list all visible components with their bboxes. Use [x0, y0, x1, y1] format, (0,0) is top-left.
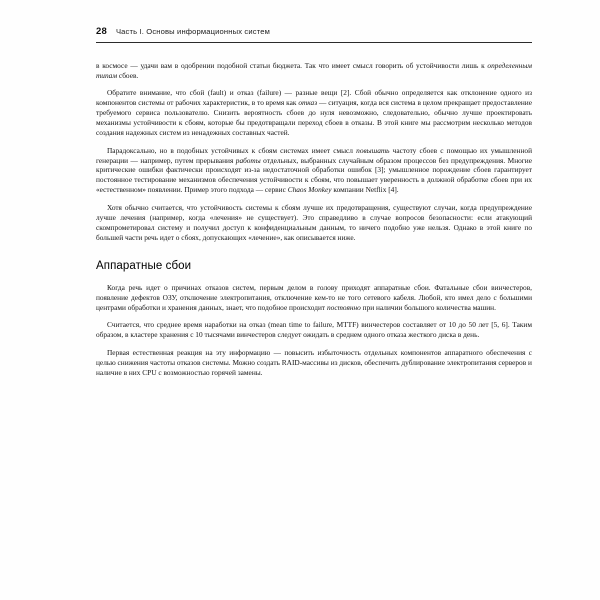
paragraph-1: в космосе — удачи вам в одобрении подобной статьи бюджета. Так что имеет смысл говорить об устойчивости лишь к определенным типам сбоев.	[96, 61, 532, 80]
section-heading: Аппаратные сбои	[96, 259, 192, 272]
page-number: 28	[96, 26, 107, 37]
paragraph-5: Когда речь идет о причинах отказов систем, первым делом в голову приходят аппаратные сбои. Фатальные сбои винчестеров, появление дефектов ОЗУ, отключение электропитания, отключение кем-то не того сетевого кабеля. Любой, кто имел дело с большими центрами обработки и хранения данных, знает, что подобное происходит постоянно при наличии большого количества машин.	[96, 283, 532, 312]
paragraph-2: Обратите внимание, что сбой (fault) и отказ (failure) — разные вещи [2]. Сбой обычно определяется как отклонение одного из компонентов системы от рабочих характеристик, в то время как отказ — ситуация, когда вся система в целом прекращает предоставление требуемого сервиса пользователю. Снизить вероятность сбоев до нуля невозможно, следовательно, обычно лучше проектировать механизмы устойчивости к сбоям, которые бы предотвращали переход сбоев в отказы. В этой книге мы рассмотрим несколько методов создания надежных систем из ненадежных составных частей.	[96, 88, 532, 138]
page-body	[96, 61, 532, 378]
paragraph-7: Первая естественная реакция на эту информацию — повысить избыточность отдельных компонентов аппаратного обеспечения с целью снижения частоты отказов системы. Можно создать RAID-массивы из дисков, обеспечить дублирование электропитания серверов и наличие в них CPU с возможностью горячей замены.	[96, 347, 532, 377]
running-title: Часть I. Основы информационных систем	[115, 27, 271, 36]
paragraph-6: Считается, что среднее время наработки на отказ (mean time to failure, MTTF) винчестеров составляет от 10 до 50 лет [5, 6]. Таким образом, в кластере хранения с 10 тысячами винчестеров следует ожидать в среднем одного отказа жесткого диска в день.	[96, 320, 532, 340]
page-header	[96, 26, 532, 43]
paragraph-3: Парадоксально, но в подобных устойчивых к сбоям системах имеет смысл повышать частоту сбоев с помощью их умышленной генерации — например, путем прерывания работы отдельных, выбранных случайным образом процессов без предупреждения. Многие критические ошибки фактически происходят из-за недостаточной обработки ошибок [3]; умышленное порождение сбоев гарантирует постоянное тестирование механизмов обеспечения устойчивости к сбоям, что повышает уверенность в должной обработке сбоев при их «естественном» появлении. Пример этого подхода — сервис Chaos Monkey компании Netflix [4].	[96, 145, 533, 195]
paragraph-4: Хотя обычно считается, что устойчивость системы к сбоям лучше их предотвращения, существуют случаи, когда предупреждение лучше лечения (например, когда «лечения» не существует). Это справедливо в случае вопросов безопасности: если атакующий скомпрометировал систему и получил доступ к конфиденциальным данным, то ничего подобно уже нельзя. Однако в этой книге по большей части речь идет о сбоях, допускающих «лечение», как описывается ниже.	[96, 202, 532, 242]
